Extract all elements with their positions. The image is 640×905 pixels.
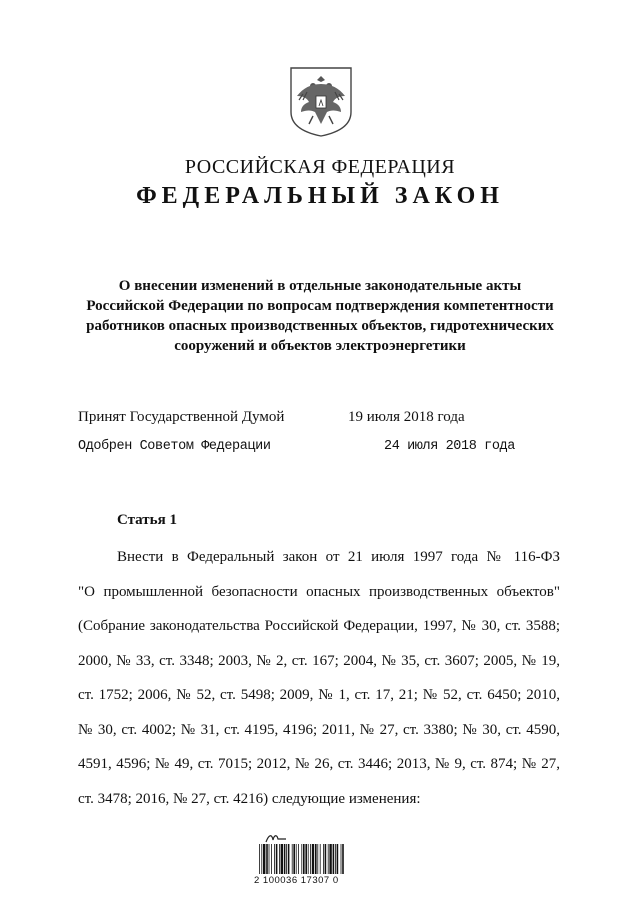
barcode-bar [296,844,297,874]
barcode-bar [298,844,299,874]
barcode-bar [328,844,329,874]
barcode-bar [271,844,272,874]
adoption-federation-council [78,439,515,454]
article-line: "О промышленной безопасности опасных производственных объектов" [78,583,560,600]
barcode-bar [279,844,280,874]
country-name: РОССИЙСКАЯ ФЕДЕРАЦИЯ [184,156,456,178]
barcode-bar [342,844,344,874]
article-line: 2000, № 33, ст. 3348; 2003, № 2, ст. 167; 2004, № 35, ст. 3607; 2005, № 19, [78,652,560,669]
barcode-bar [337,844,339,874]
barcode-bar [263,844,265,874]
barcode-number: 2 100036 17307 0 [254,875,339,886]
barcode-bar [317,844,318,874]
barcode-bar [308,844,309,874]
barcode-bar [269,844,270,874]
article-body [78,540,560,816]
law-title-line: сооружений и объектов электроэнергетики [174,338,466,354]
barcode-bar [323,844,324,874]
barcode-bar [276,844,278,874]
barcode-bar [301,844,302,874]
law-title-line: О внесении изменений в отдельные законодательные акты [118,278,522,294]
barcode-bar [312,844,314,874]
barcode-bar [333,844,335,874]
law-title-line: работников опасных производственных объектов, гидротехнических [86,318,554,334]
adoption-label: Одобрен Советом Федерации [78,439,271,454]
barcode-bar [325,844,327,874]
document-type: ФЕДЕРАЛЬНЫЙ ЗАКОН [136,183,504,209]
adoption-date: 19 июля 2018 года [348,409,465,425]
barcode-mark-icon [265,832,287,844]
barcode-bar [259,844,260,874]
adoption-duma [78,409,465,426]
barcode-bar [284,844,286,874]
adoption-date: 24 июля 2018 года [384,439,515,454]
barcode-bar [292,844,293,874]
article-line: (Собрание законодательства Российской Федерации, 1997, № 30, ст. 3588; [78,618,560,634]
article-line: ст. 1752; 2006, № 52, ст. 5498; 2009, № 1, ст. 17, 21; № 52, ст. 6450; 2010, [78,687,560,703]
article-line: Внести в Федеральный закон от 21 июля 1997 года № 116-ФЗ [117,549,560,565]
barcode-bar [335,844,336,874]
article-heading: Статья 1 [117,512,177,528]
barcode-bar [286,844,287,874]
barcode [258,844,346,874]
barcode-bar [341,844,342,874]
barcode-bar [293,844,295,874]
article-line: ст. 3478; 2016, № 27, ст. 4216) следующие изменения: [78,790,421,807]
barcode-bar [315,844,317,874]
barcode-bar [266,844,268,874]
barcode-bar [320,844,321,874]
barcode-bar [303,844,305,874]
barcode-bar [288,844,290,874]
article-line: № 30, ст. 4002; № 31, ст. 4195, 4196; 2011, № 27, ст. 3380; № 30, ст. 4590, [78,721,560,738]
coat-of-arms-emblem [289,66,353,138]
barcode-bar [281,844,283,874]
barcode-bar [305,844,307,874]
barcode-bar [274,844,275,874]
law-title-line: Российской Федерации по вопросам подтверждения компетентности [86,298,554,314]
law-title [60,276,580,356]
adoption-label: Принят Государственной Думой [78,409,285,425]
barcode-bar [261,844,262,874]
article-line: 4591, 4596; № 49, ст. 7015; 2012, № 26, ст. 3446; 2013, № 9, ст. 874; № 27, [78,756,560,772]
barcode-bar [329,844,331,874]
barcode-bar [310,844,311,874]
